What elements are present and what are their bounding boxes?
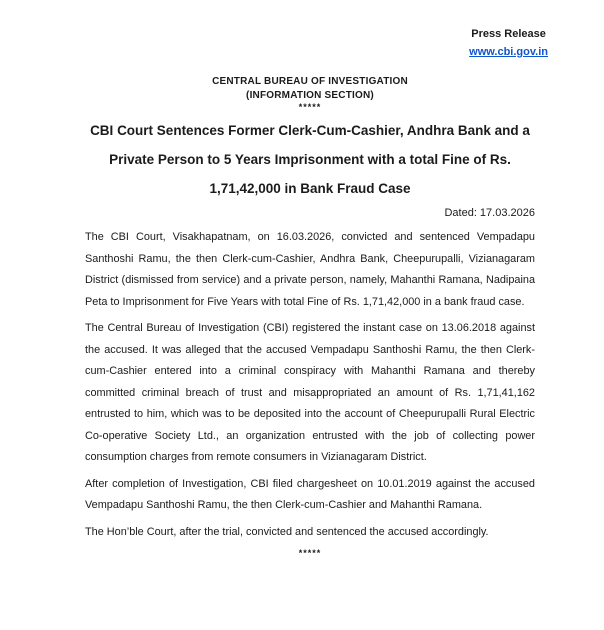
header-separator: ***** <box>298 102 322 112</box>
paragraph-1: The CBI Court, Visakhapatnam, on 16.03.2026, convicted and sentenced Vempadapu Santhoshi Ramu, the then Clerk-cum-Cashier, Andhra Bank, Cheepurupalli, Vizianagaram District (dismissed from service) and a private person, namely, Mahanthi Ramana, Nadipaina Peta to Imprisonment for Five Years with total Fine of Rs. 1,71,42,000 in a bank fraud case. <box>85 231 535 308</box>
paragraph-2: The Central Bureau of Investigation (CBI) registered the instant case on 13.06.2018 against the accused. It was alleged that the accused Vempadapu Santhoshi Ramu, the then Clerk-cum-Cashier entered into a criminal conspiracy with Mahanthi Ramana and thereby committed criminal breach of trust and misappropriated an amount of Rs. 1,71,41,162 entrusted to him, which was to be deposited into the account of Cheepurupalli Rural Electric Co-operative Society Ltd., an organization entrusted with the job of collecting power consumption charges from remote consumers in Vizianagaram District. <box>85 322 535 463</box>
end-separator: ***** <box>298 548 322 558</box>
website-link[interactable]: www.cbi.gov.in <box>469 46 548 58</box>
organization-header <box>85 75 535 112</box>
date-line: Dated: 17.03.2026 <box>444 207 535 219</box>
press-release-header <box>469 27 548 60</box>
document-content <box>85 0 535 558</box>
paragraph-3: After completion of Investigation, CBI filed chargesheet on 10.01.2019 against the accused Vempadapu Santhoshi Ramu, the then Clerk-cum-Cashier and Mahanthi Ramana. <box>85 477 535 511</box>
title-line-3: 1,71,42,000 in Bank Fraud Case <box>209 181 411 196</box>
press-release-label: Press Release <box>471 28 546 40</box>
organization-section: (INFORMATION SECTION) <box>246 89 374 101</box>
organization-name: CENTRAL BUREAU OF INVESTIGATION <box>212 76 408 87</box>
title-line-2: Private Person to 5 Years Imprisonment with a total Fine of Rs. <box>109 152 511 167</box>
body-text <box>85 227 535 543</box>
paragraph-4: The Hon’ble Court, after the trial, convicted and sentenced the accused accordingly. <box>85 525 489 538</box>
page-title <box>85 116 535 203</box>
title-line-1: CBI Court Sentences Former Clerk-Cum-Cashier, Andhra Bank and a <box>90 123 530 138</box>
